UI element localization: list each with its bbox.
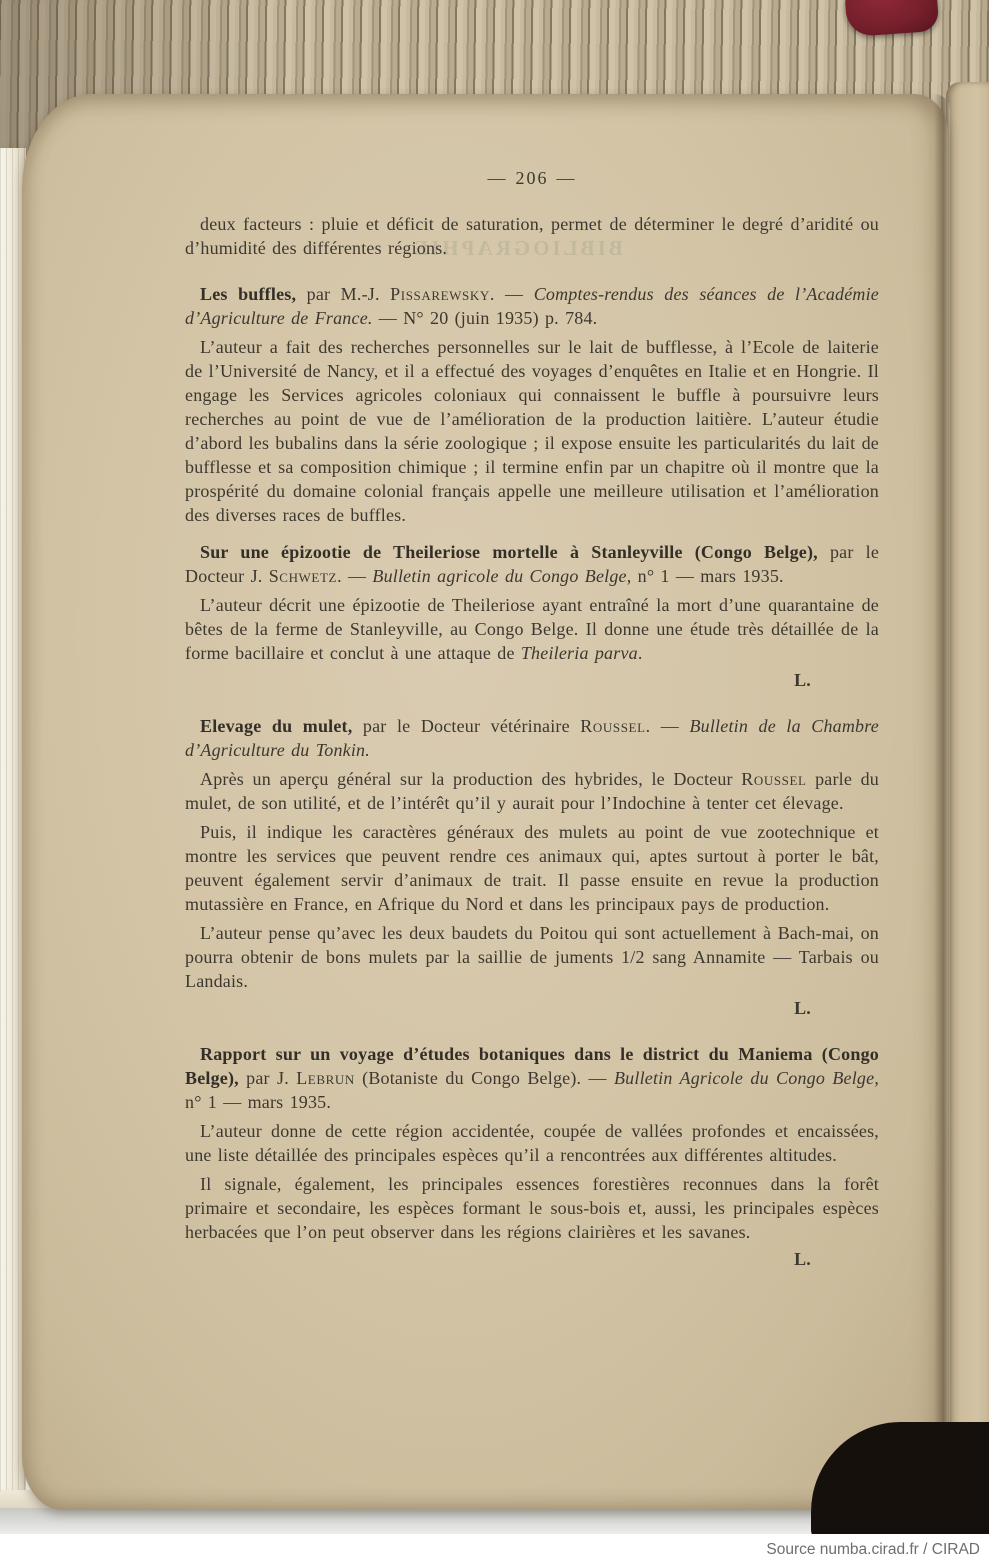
paragraph-text: L’auteur décrit une épizootie de Theileriose ayant entraîné la mort d’une quarantaine de bêtes de la ferme de Stanleyville, au Congo Belge. Il donne une étude très détaillée de la forme bacillaire et conclut à une attaque de [185,595,879,663]
book-page [22,94,948,1510]
entry-ref: , n° 1 — mars 1935. [185,1068,880,1112]
entry-byline-sep: . — [489,284,534,304]
author-initial-signature: L. [794,1249,811,1269]
entry-paragraph: Puis, il indique les caractères généraux des mulets au point de vue zootechnique et montre les services que peuvent rendre ces animaux qui, aptes surtout à porter le bât, peuvent également servir d’animaux de trait. Il passe ensuite en revue la production mutassière en France, en Afrique du Nord et dans les principaux pays de production. [185,822,879,914]
entry-source: Bulletin Agricole du Congo Belge [613,1068,875,1088]
intro-paragraph: deux facteurs : pluie et déficit de saturation, permet de déterminer le degré d’aridité ou d’humidité des différentes régions. [185,214,879,258]
entry-author: Roussel [580,716,646,736]
paragraph-text: Après un aperçu général sur la production des hybrides, le Docteur [200,769,742,789]
entry-source: Bulletin de la Chambre d’Agriculture du Tonkin. [185,716,879,760]
page-content [185,166,879,1271]
entry-author: Lebrun [296,1068,355,1088]
entry-paragraph: L’auteur a fait des recherches personnelles sur le lait de bufflesse, à l’Ecole de laiterie de l’Université de Nancy, et il a effectué des voyages d’enquêtes en Italie et en Hongrie. Il engage les Services agricoles coloniaux qui connaissent le buffle à poursuivre leurs recherches au point de vue de l’amélioration de la production laitière. L’auteur étudie d’abord les bubalins dans la série zoologique ; il expose ensuite les particularités du lait de bufflesse et sa composition chimique ; il termine enfin par un chapitre où il montre que la prospérité du domaine colonial français appelle une meilleure utilisation et l’amélioration des diverses races de buffles. [185,337,879,525]
entry-byline-sep: . — [645,716,690,736]
bib-entry-buffles [185,282,879,527]
entry-author: Schwetz [268,566,338,586]
entry-source: Bulletin agricole du Congo Belge [372,566,627,586]
entry-paragraph: Il signale, également, les principales essences forestières reconnues dans la forêt primaire et secondaire, les espèces formant le sous-bois et, aussi, les principales espèces herbacées que l’on peut observer dans les régions clairières et les savanes. [185,1174,879,1242]
bleedthrough-text: BIBLIOGRAPHIE [411,236,623,260]
entry-byline: par M.-J. [296,284,391,304]
entry-ref: — N° 20 (juin 1935) p. 784. [372,308,598,328]
species-name: Theileria parva [520,643,638,663]
entry-byline: par le Docteur J. [185,542,880,586]
author-initial-signature: L. [794,670,811,690]
entry-title: Sur une épizootie de Theileriose mortelle à Stanleyville (Congo Belge), [200,542,818,562]
paragraph-text-end: parle du mulet, de son utilité, et de l’intérêt qu’il y aurait pour l’Indochine à tenter cet élevage. [185,769,879,813]
adjacent-page-sliver [946,82,989,1490]
entry-ref: , n° 1 — mars 1935. [626,566,784,586]
bib-entry-mulet [185,714,879,1020]
entry-byline-sep: (Botaniste du Congo Belge). — [354,1068,614,1088]
entry-paragraph [185,593,879,665]
entry-paragraph: L’auteur pense qu’avec les deux baudets du Poitou qui sont actuellement à Bach-mai, on pourra obtenir de bons mulets par la saillie de juments 1/2 sang Annamite — Tarbais ou Landais. [185,923,879,991]
paragraph-text-end: . [637,643,643,663]
source-footer [0,1534,989,1566]
entry-byline-sep: . — [337,566,373,586]
entry-paragraph: L’auteur donne de cette région accidentée, coupée de vallées profondes et encaissées, une liste détaillée des principales espèces qu’il a rencontrées aux différentes altitudes. [185,1121,879,1165]
entry-heading [185,282,879,330]
entry-title: Rapport sur un voyage d’études botaniques dans le district du Maniema (Congo Belge), [185,1044,879,1088]
entry-title: Les buffles, [200,284,297,304]
entry-byline: par J. [238,1068,297,1088]
entry-heading [185,1042,879,1114]
bib-entry-maniema [185,1042,879,1271]
bib-entry-epizootie [185,540,879,692]
entry-heading [185,714,879,762]
entry-heading [185,540,879,588]
entry-source: Comptes-rendus des séances de l’Académie d’Agriculture de France. [185,284,879,328]
author-initial-signature: L. [794,998,811,1018]
page-number: — 206 — [487,168,577,188]
inline-author: Roussel [741,769,807,789]
entry-byline: par le Docteur vétérinaire [352,716,581,736]
source-credit: Source numba.cirad.fr / CIRAD [766,1541,980,1558]
entry-paragraph [185,767,879,815]
entry-author: Pissarewsky [390,284,490,304]
entry-title: Elevage du mulet, [200,716,353,736]
